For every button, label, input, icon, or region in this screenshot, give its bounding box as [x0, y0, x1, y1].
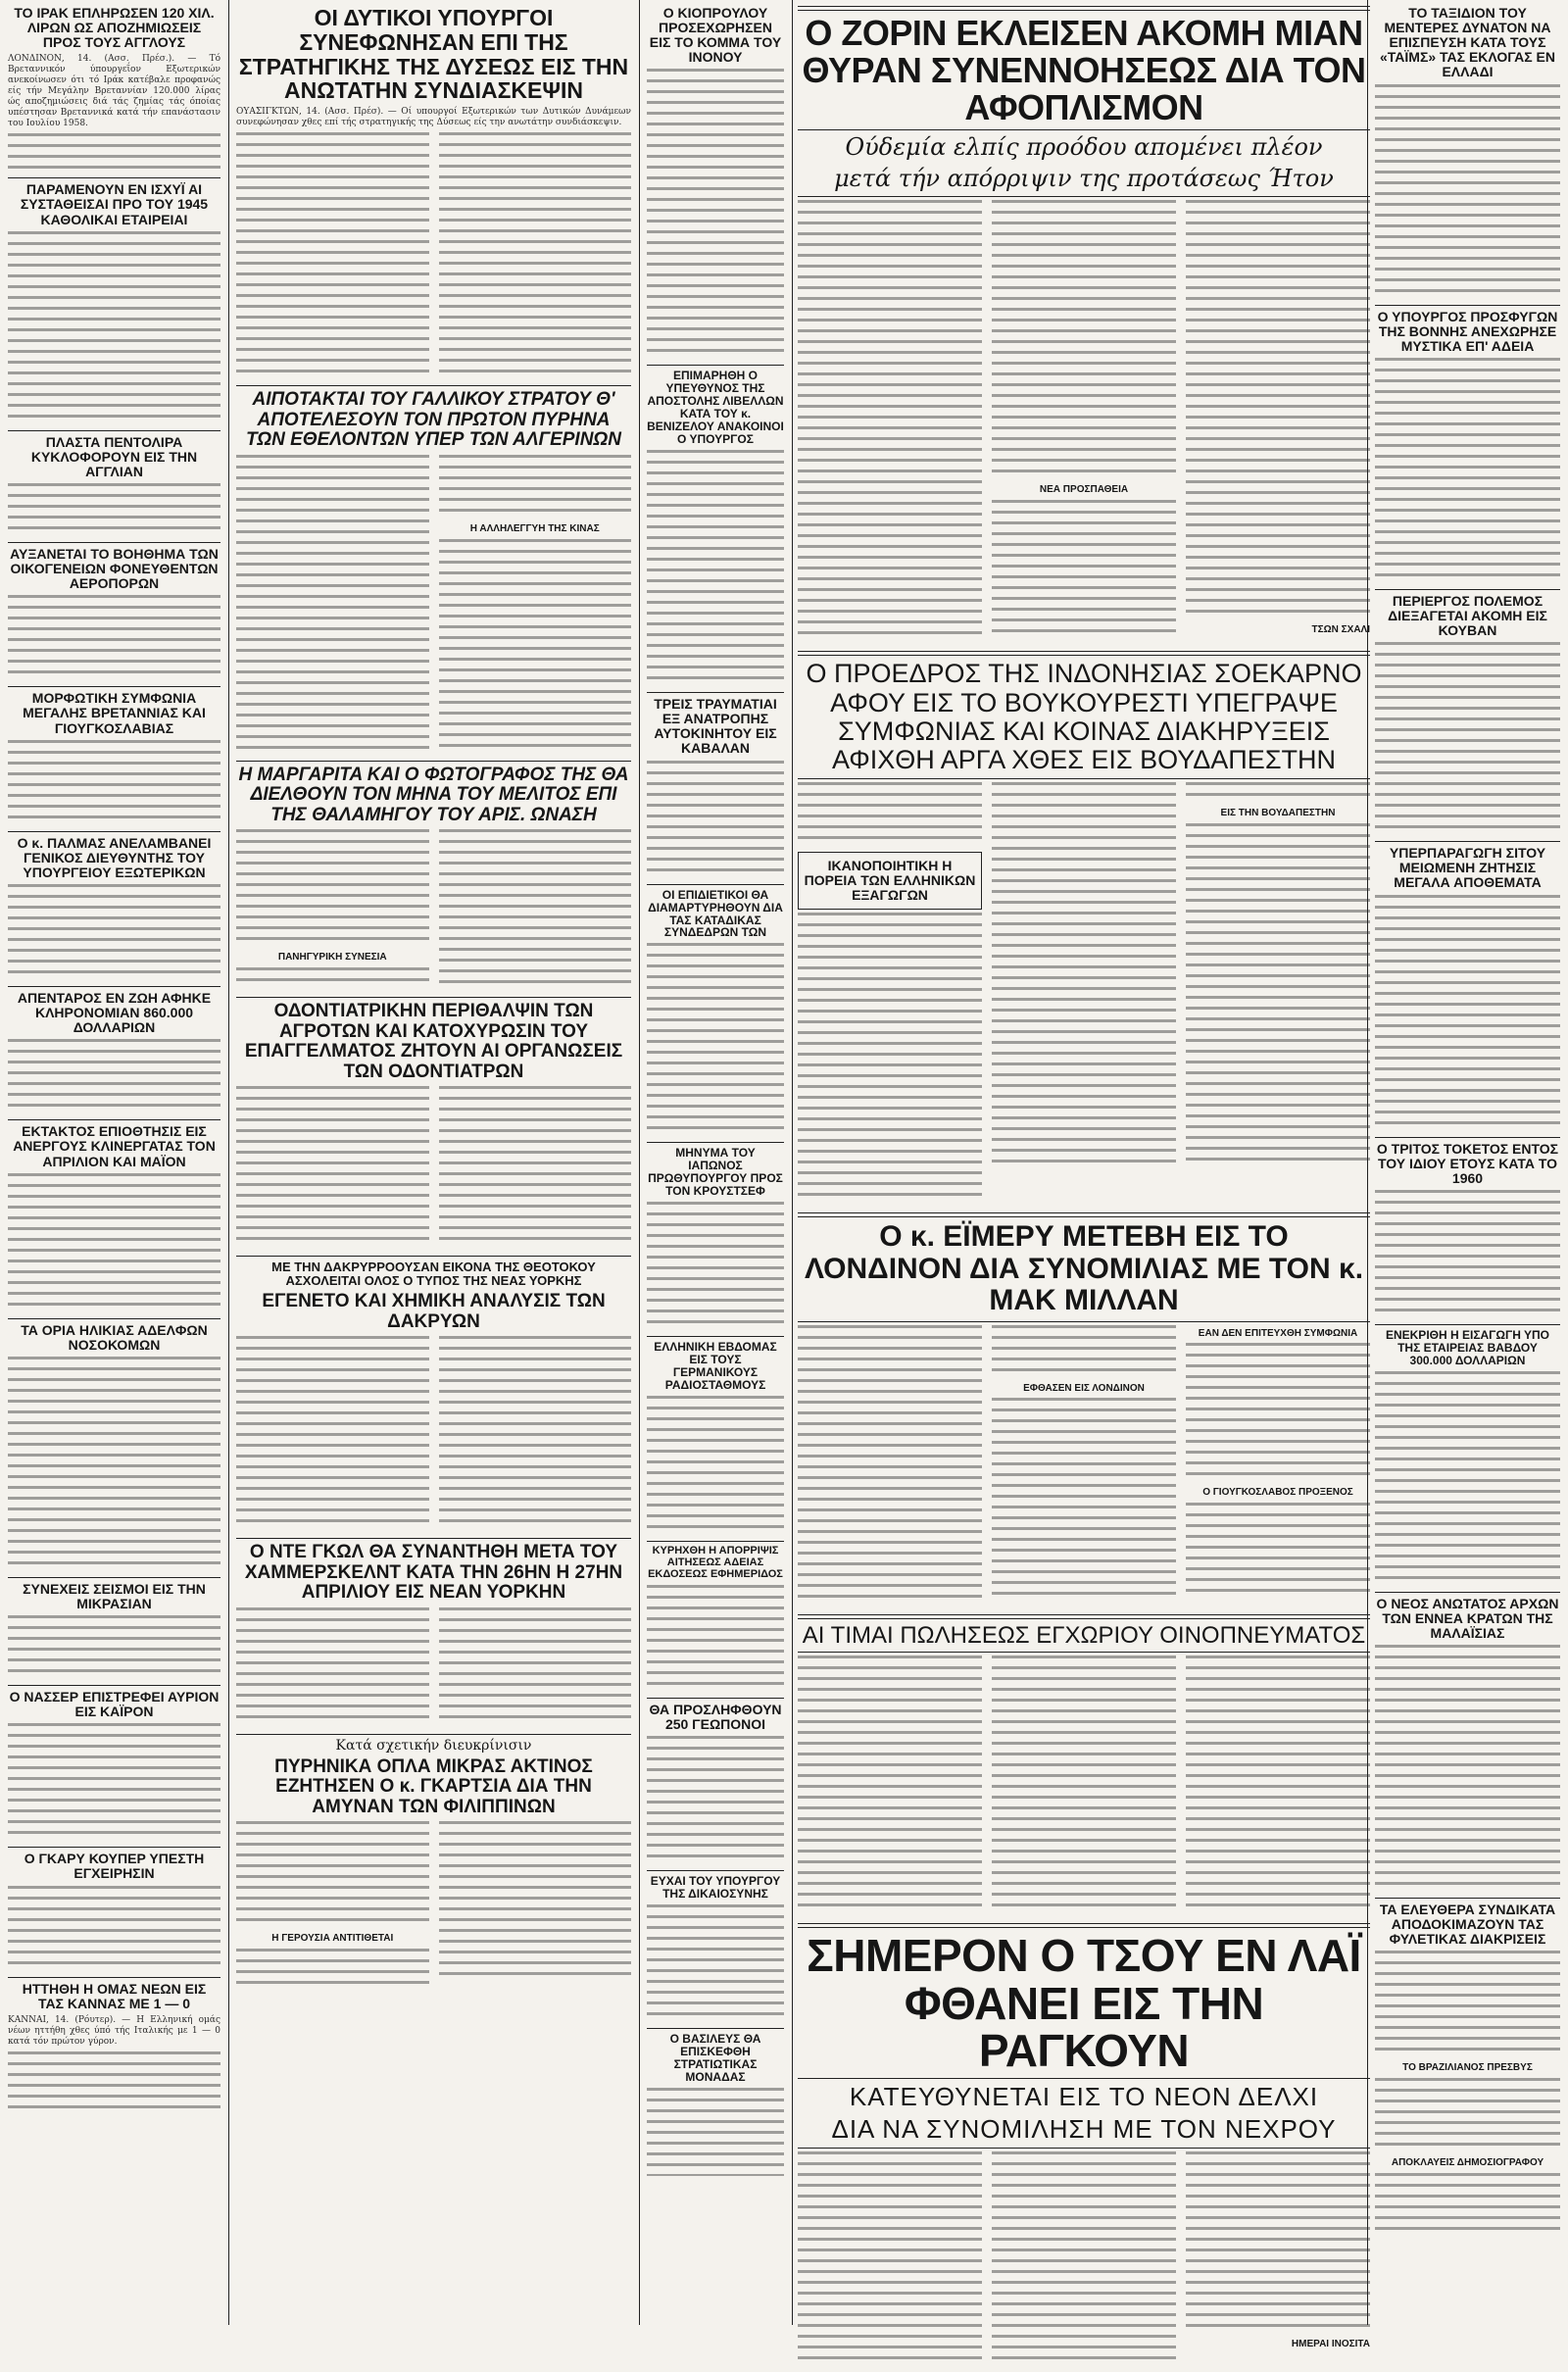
article-body	[439, 829, 632, 986]
subhead-journalist: ΑΠΟΚΛΑΥΕΙΣ ΔΗΜΟΣΙΟΓΡΑΦΟΥ	[1391, 2157, 1544, 2169]
subhead-no-hope: Ούδεμία ελπίς προόδου απομένει πλέον	[845, 133, 1323, 162]
headline-unemployed: ΕΚΤΑΚΤΟΣ ΕΠΙΟΘΤΗΣΙΣ ΕΙΣ ΑΝΕΡΓΟΥΣ ΚΛΙΝΕΡΓΑΤΑΣ ΤΟΝ ΑΠΡΙΛΙΟΝ ΚΑΙ ΜΑΪΟΝ	[13, 1123, 216, 1169]
article-columns	[798, 782, 1370, 1209]
divider	[798, 1652, 1370, 1653]
article-body	[647, 450, 784, 687]
headline-third-birth: Ο ΤΡΙΤΟΣ ΤΟΚΕΤΟΣ ΕΝΤΟΣ ΤΟΥ ΙΔΙΟΥ ΕΤΟΥΣ ΚΑΤΑ ΤΟ 1960	[1376, 1140, 1559, 1186]
headline-youth-team: ΗΤΤΗΘΗ Η ΟΜΑΣ ΝΕΩΝ ΕΙΣ ΤΑΣ ΚΑΝΝΑΣ ΜΕ 1 — 0	[22, 1980, 207, 2011]
headline-malaysia-ruler: Ο ΝΕΟΣ ΑΝΩΤΑΤΟΣ ΑΡΧΩΝ ΤΩΝ ΕΝΝΕΑ ΚΡΑΤΩΝ ΤΗΣ ΜΑΛΑΪΣΙΑΣ	[1376, 1595, 1559, 1641]
headline-wheat: ΥΠΕΡΠΑΡΑΓΩΓΗ ΣΙΤΟΥ ΜΕΙΩΜΕΝΗ ΖΗΤΗΣΙΣ ΜΕΓΑΛΑ ΑΠΟΘΕΜΑΤΑ	[1389, 845, 1546, 891]
headline-dentists: ΟΔΟΝΤΙΑΤΡΙΚΗΝ ΠΕΡΙΘΑΛΨΙΝ ΤΩΝ ΑΓΡΟΤΩΝ ΚΑΙ ΚΑΤΟΧΥΡΩΣΙΝ ΤΟΥ ΕΠΑΓΓΕΛΜΑΤΟΣ ΖΗΤΟΥΝ ΑΙ ΟΡΓΑΝΩΣΕΙΣ ΤΩΝ ΟΔΟΝΤΙΑΤΡΩΝ	[244, 1001, 623, 1082]
article-body	[8, 1723, 220, 1842]
headline-menderes: ΤΟ ΤΑΞΙΔΙΟΝ ΤΟΥ ΜΕΝΤΕΡΕΣ ΔΥΝΑΤΟΝ ΝΑ ΕΠΙΣΠΕΥΣΗ ΚΑΤΑ ΤΟΥΣ «ΤΑΪΜΣ» ΤΑΣ ΕΚΛΟΓΑΣ ΕΝ ΕΛΛΑΔΙ	[1380, 5, 1555, 80]
column-3	[639, 0, 792, 2325]
article-body	[236, 1607, 429, 1726]
subhead-signature: ΤΣΩΝ ΣΧΑΛΙ	[1311, 624, 1370, 636]
subhead-new-delhi: ΚΑΤΕΥΘΥΝΕΤΑΙ ΕΙΣ ΤΟ ΝΕΟΝ ΔΕΛΧΙ	[849, 2082, 1319, 2112]
article-body	[8, 2051, 220, 2110]
article-body	[1375, 1951, 1560, 2058]
article-body	[647, 1585, 784, 1693]
article-body	[1186, 1343, 1370, 1483]
divider	[647, 692, 784, 693]
article-body	[439, 132, 632, 377]
article-body	[236, 1336, 429, 1530]
headline-palmas: Ο κ. ΠΑΛΜΑΣ ΑΝΕΛΑΜΒΑΝΕΙ ΓΕΝΙΚΟΣ ΔΙΕΥΘΥΝΤΗΣ ΤΟΥ ΥΠΟΥΡΓΕΙΟΥ ΕΞΩΤΕΡΙΚΩΝ	[17, 834, 212, 880]
divider	[798, 651, 1370, 656]
subhead-new-effort: ΝΕΑ ΠΡΟΣΠΑΘΕΙΑ	[1039, 484, 1129, 496]
divider	[798, 2078, 1370, 2079]
divider	[647, 1541, 784, 1542]
divider	[8, 542, 220, 543]
headline-eimery: Ο κ. ΕΪΜΕΡΥ ΜΕΤΕΒΗ ΕΙΣ ΤΟ ΛΟΝΔΙΝΟΝ ΔΙΑ ΣΥΝΟΜΙΛΙΑΣ ΜΕ ΤΟΝ κ. ΜΑΚ ΜΙΛΛΑΝ	[804, 1220, 1364, 1317]
divider	[1375, 841, 1560, 842]
article-body	[439, 1607, 632, 1726]
article-body	[798, 200, 982, 642]
divider	[1375, 1592, 1560, 1593]
divider	[8, 1847, 220, 1848]
headline-geoponoi: ΘΑ ΠΡΟΣΛΗΦΘΟΥΝ 250 ΓΕΩΠΟΝΟΙ	[649, 1701, 782, 1732]
column-6	[1367, 0, 1568, 2325]
divider	[8, 831, 220, 832]
article-columns	[798, 1655, 1370, 1919]
article-body	[439, 455, 632, 519]
article-body	[1186, 823, 1370, 1168]
article-western-ministers-text: ΟΥΑΣΙΓΚΤΩΝ, 14. (Ασσ. Πρέσ). — Οί υπουργοί Εξωτερικών των Δυτικών Δυνάμεων συνεφώνησαν χθες επί τής στρατηγικής της Δύσεως είς την ανωτάτην συνδιάσκεψιν.	[236, 107, 634, 128]
headline-garcia: ΠΥΡΗΝΙΚΑ ΟΠΛΑ ΜΙΚΡΑΣ ΑΚΤΙΝΟΣ ΕΖΗΤΗΣΕΝ Ο κ. ΓΚΑΡΤΣΙΑ ΔΙΑ ΤΗΝ ΑΜΥΝΑΝ ΤΩΝ ΦΙΛΙΠΠΙΝΩΝ	[274, 1755, 593, 1817]
article-body	[8, 1615, 220, 1680]
article-body	[647, 1904, 784, 2023]
article-body	[992, 2151, 1176, 2367]
divider	[1375, 1137, 1560, 1138]
article-body	[1375, 895, 1560, 1132]
headline-libels: ΕΠΙΜΑΡΗΘΗ Ο ΥΠΕΥΘΥΝΟΣ ΤΗΣ ΑΠΟΣΤΟΛΗΣ ΛΙΒΕΛΛΩΝ ΚΑΤΑ ΤΟΥ κ. ΒΕΝΙΖΕΛΟΥ ΑΝΑΚΟΙΝΟΙ Ο ΥΠΟΥΡΓΟΣ	[647, 369, 784, 447]
subhead-rejection: μετά τήν απόρριψιν της προτάσεως Ήτον	[834, 165, 1334, 193]
article-body	[1375, 358, 1560, 584]
headline-icon-madonna: ΜΕ ΤΗΝ ΔΑΚΡΥΡΡΟΟΥΣΑΝ ΕΙΚΟΝΑ ΤΗΣ ΘΕΟΤΟΚΟΥ ΑΣΧΟΛΕΙΤΑΙ ΟΛΟΣ Ο ΤΥΠΟΣ ΤΗΣ ΝΕΑΣ ΥΟΡΚΗΣ	[271, 1260, 596, 1289]
article-body	[8, 1039, 220, 1114]
article-body	[439, 539, 632, 753]
headline-de-gaulle: Ο ΝΤΕ ΓΚΩΛ ΘΑ ΣΥΝΑΝΤΗΘΗ ΜΕΤΑ ΤΟΥ ΧΑΜΜΕΡΣΚΕΛΝΤ ΚΑΤΑ ΤΗΝ 26ΗΝ Η 27ΗΝ ΑΠΡΙΛΙΟΥ ΕΙΣ ΝΕΑΝ ΥΟΡΚΗΝ	[244, 1542, 623, 1604]
divider	[798, 129, 1370, 130]
article-columns	[236, 132, 631, 382]
headline-free-unions: ΤΑ ΕΛΕΥΘΕΡΑ ΣΥΝΔΙΚΑΤΑ ΑΠΟΔΟΚΙΜΑΖΟΥΝ ΤΑΣ ΦΥΛΕΤΙΚΑΣ ΔΙΑΚΡΙΣΕΙΣ	[1379, 1902, 1556, 1948]
divider	[798, 1923, 1370, 1928]
divider	[798, 196, 1370, 197]
divider	[8, 1685, 220, 1686]
divider	[647, 1698, 784, 1699]
headline-catholic: ΠΑΡΑΜΕΝΟΥΝ ΕΝ ΙΣΧΥΪ ΑΙ ΣΥΣΤΑΘΕΙΣΑΙ ΠΡΟ ΤΟΥ 1945 ΚΑΘΟΛΙΚΑΙ ΕΤΑΙΡΕΙΑΙ	[20, 181, 209, 227]
article-body	[798, 1655, 982, 1914]
headline-import-approval: ΕΝΕΚΡΙΘΗ Η ΕΙΣΑΓΩΓΗ ΥΠΟ ΤΗΣ ΕΤΑΙΡΕΙΑΣ ΒΑΒΔΟΥ 300.000 ΔΟΛΛΑΡΙΩΝ	[1385, 1327, 1550, 1367]
subhead-signature: ΗΜΕΡΑΙ ΙΝΟΣΙΤΑ	[1291, 2339, 1370, 2350]
headline-western-ministers: ΟΙ ΔΥΤΙΚΟΙ ΥΠΟΥΡΓΟΙ ΣΥΝΕΦΩΝΗΣΑΝ ΕΠΙ ΤΗΣ ΣΤΡΑΤΗΓΙΚΗΣ ΤΗΣ ΔΥΣΕΩΣ ΕΙΣ ΤΗΝ ΑΝΩΤΑΤΗΝ ΣΥΝΔΙΑΣΚΕΨΙΝ	[238, 5, 629, 104]
headline-german-radio: ΕΛΛΗΝΙΚΗ ΕΒΔΟΜΑΣ ΕΙΣ ΤΟΥΣ ΓΕΡΜΑΝΙΚΟΥΣ ΡΑΔΙΟΣΤΑΘΜΟΥΣ	[654, 1340, 777, 1393]
divider	[236, 385, 631, 386]
article-body	[1375, 642, 1560, 836]
headline-japan-message: ΜΗΝΥΜΑ ΤΟΥ ΙΑΠΩΝΟΣ ΠΡΩΘΥΠΟΥΡΓΟΥ ΠΡΟΣ ΤΟΝ ΚΡΟΥΣΤΣΕΦ	[648, 1146, 783, 1199]
article-columns	[236, 829, 631, 994]
article-body	[8, 884, 220, 981]
subhead-panigyriki: ΠΑΝΗΓΥΡΙΚΗ ΣΥΝΕΣΙΑ	[277, 952, 387, 964]
article-columns	[236, 455, 631, 758]
divider	[1375, 305, 1560, 306]
headline-newspaper-license: ΚΥΡΗΧΘΗ Η ΑΠΟΡΡΙΨΙΣ ΑΙΤΗΣΕΩΣ ΑΔΕΙΑΣ ΕΚΔΟΣΕΩΣ ΕΦΗΜΕΡΙΔΟΣ	[648, 1545, 783, 1580]
divider	[8, 686, 220, 687]
article-body	[1186, 782, 1370, 804]
divider	[647, 884, 784, 885]
divider	[8, 1318, 220, 1319]
article-body	[8, 1357, 220, 1572]
headline-cuba-war: ΠΕΡΙΕΡΓΟΣ ΠΟΛΕΜΟΣ ΔΙΕΞΑΓΕΤΑΙ ΑΚΟΜΗ ΕΙΣ ΚΟΥΒΑΝ	[1388, 592, 1547, 639]
article-body	[236, 829, 429, 948]
article-body	[1375, 2078, 1560, 2153]
article-columns	[236, 1821, 631, 1997]
subhead-china: Η ΑΛΛΗΛΕΓΓΥΗ ΤΗΣ ΚΙΝΑΣ	[469, 522, 600, 534]
subhead-no-agreement: ΕΑΝ ΔΕΝ ΕΠΙΤΕΥΧΘΗ ΣΥΜΦΩΝΙΑ	[1198, 1327, 1358, 1339]
divider	[236, 997, 631, 998]
headline-justice-minister: ΕΥΧΑΙ ΤΟΥ ΥΠΟΥΡΓΟΥ ΤΗΣ ΔΙΚΑΙΟΣΥΝΗΣ	[650, 1873, 781, 1901]
divider	[8, 177, 220, 178]
article-columns	[798, 200, 1370, 647]
divider	[8, 1577, 220, 1578]
headline-king-visit: Ο ΒΑΣΙΛΕΥΣ ΘΑ ΕΠΙΣΚΕΦΘΗ ΣΤΡΑΤΙΩΤΙΚΑΣ ΜΟΝΑΔΑΣ	[669, 2031, 761, 2084]
headline-earthquakes: ΣΥΝΕΧΕΙΣ ΣΕΙΣΜΟΙ ΕΙΣ ΤΗΝ ΜΙΚΡΑΣΙΑΝ	[23, 1580, 206, 1611]
article-body	[439, 1086, 632, 1248]
article-body	[236, 1949, 429, 1992]
article-columns	[798, 1325, 1370, 1610]
subhead-senate: Η ΓΕΡΟΥΣΙΑ ΑΝΤΙΤΙΘΕΤΑΙ	[271, 1933, 394, 1945]
article-body	[647, 69, 784, 360]
article-body	[236, 455, 429, 749]
article-body	[992, 1325, 1176, 1379]
article-body	[236, 132, 429, 377]
article-body	[992, 782, 1176, 1170]
divider	[798, 1614, 1370, 1619]
headline-zorin: Ο ΖΟΡΙΝ ΕΚΛΕΙΣΕΝ ΑΚΟΜΗ ΜΙΑΝ ΘΥΡΑΝ ΣΥΝΕΝΝΟΗΣΕΩΣ ΔΙΑ ΤΟΝ ΑΦΟΠΛΙΣΜΟΝ	[802, 13, 1366, 127]
divider	[1375, 1324, 1560, 1325]
divider	[798, 778, 1370, 779]
divider	[236, 1256, 631, 1257]
headline-epidietikoi: ΟΙ ΕΠΙΔΙΕΤΙΚΟΙ ΘΑ ΔΙΑΜΑΡΤΥΡΗΘΟΥΝ ΔΙΑ ΤΑΣ ΚΑΤΑΔΙΚΑΣ ΣΥΝΔΕΔΡΩΝ ΤΩΝ	[648, 887, 783, 940]
divider	[236, 761, 631, 762]
article-body	[798, 782, 982, 847]
article-body	[8, 483, 220, 537]
article-body	[647, 943, 784, 1137]
divider	[1375, 589, 1560, 590]
article-body	[647, 761, 784, 879]
divider	[647, 1142, 784, 1143]
divider	[798, 1212, 1370, 1217]
subhead-arrived-london: ΕΦΘΑΣΕΝ ΕΙΣ ΛΟΝΔΙΝΟΝ	[1023, 1382, 1145, 1394]
headline-pentolira: ΠΛΑΣΤΑ ΠΕΝΤΟΛΙΡΑ ΚΥΚΛΟΦΟΡΟΥΝ ΕΙΣ ΤΗΝ ΑΓΓΛΙΑΝ	[30, 433, 198, 479]
divider	[8, 430, 220, 431]
article-body	[236, 967, 429, 989]
box-exports	[798, 852, 982, 910]
article-body	[439, 1821, 632, 1983]
article-body	[1375, 84, 1560, 300]
headline-yugoslavia: ΜΟΡΦΩΤΙΚΗ ΣΥΜΦΩΝΙΑ ΜΕΓΑΛΗΣ ΒΡΕΤΑΝΝΙΑΣ ΚΑΙ ΓΙΟΥΓΚΟΣΛΑΒΙΑΣ	[23, 690, 206, 736]
headline-margaret: Η ΜΑΡΓΑΡΙΤΑ ΚΑΙ Ο ΦΩΤΟΓΡΑΦΟΣ ΤΗΣ ΘΑ ΔΙΕΛΘΟΥΝ ΤΟΝ ΜΗΝΑ ΤΟΥ ΜΕΛΙΤΟΣ ΕΠΙ ΤΗΣ ΘΑΛΑΜΗΓΟΥ ΤΟΥ ΑΡΙΣ. ΩΝΑΣΗ	[238, 764, 629, 825]
divider	[8, 986, 220, 987]
article-body	[647, 1202, 784, 1331]
article-body	[647, 1396, 784, 1536]
article-columns	[236, 1607, 631, 1731]
article-body	[8, 133, 220, 173]
article-body	[1186, 200, 1370, 620]
article-body	[1375, 2173, 1560, 2232]
article-body	[8, 740, 220, 826]
article-body	[1186, 1655, 1370, 1914]
divider	[236, 1734, 631, 1735]
headline-iraq: ΤΟ ΙΡΑΚ ΕΠΛΗΡΩΣΕΝ 120 ΧΙΛ. ΛΙΡΩΝ ΩΣ ΑΠΟΖΗΜΙΩΣΕΙΣ ΠΡΟΣ ΤΟΥΣ ΑΓΓΛΟΥΣ	[14, 5, 215, 51]
divider	[647, 365, 784, 366]
headline-inheritance: ΑΠΕΝΤΑΡΟΣ ΕΝ ΖΩΗ ΑΦΗΚΕ ΚΛΗΡΟΝΟΜΙΑΝ 860.000 ΔΟΛΛΑΡΙΩΝ	[17, 989, 212, 1036]
headline-kioproulou: Ο ΚΙΟΠΡΟΥΛΟΥ ΠΡΟΣΕΧΩΡΗΣΕΝ ΕΙΣ ΤΟ ΚΟΜΜΑ ΤΟΥ ΙΝΟΝΟΥ	[649, 5, 782, 66]
headline-tears-analysis: ΕΓΕΝΕΤΟ ΚΑΙ ΧΗΜΙΚΗ ΑΝΑΛΥΣΙΣ ΤΩΝ ΔΑΚΡΥΩΝ	[262, 1291, 606, 1332]
article-body	[1375, 1190, 1560, 1319]
divider	[798, 6, 1370, 11]
article-body	[1186, 1503, 1370, 1600]
subhead-brazil-ambassador: ΤΟ ΒΡΑΖΙΛΙΑΝΟΣ ΠΡΕΣΒΥΣ	[1402, 2062, 1533, 2074]
article-body	[8, 1173, 220, 1313]
divider	[647, 2028, 784, 2029]
article-body	[992, 200, 1176, 480]
article-body	[798, 2151, 982, 2367]
article-body	[439, 1336, 632, 1530]
divider	[236, 1538, 631, 1539]
divider	[8, 1119, 220, 1120]
article-body	[647, 1736, 784, 1865]
article-body	[647, 2088, 784, 2176]
article-columns	[236, 1086, 631, 1253]
article-youth-team-text: ΚΑΝΝΑΙ, 14. (Ρόυτερ). — Η Ελληνική ομάς νέων ηττήθη χθες ύπό τής Ιταλικής με 1 — 0 κατά τόν πρώτον γύρον.	[8, 2014, 223, 2047]
article-body	[798, 913, 982, 1204]
headline-kavala-accident: ΤΡΕΙΣ ΤΡΑΥΜΑΤΙΑΙ ΕΞ ΑΝΑΤΡΟΠΗΣ ΑΥΤΟΚΙΝΗΤΟΥ ΕΙΣ ΚΑΒΑΛΑΝ	[654, 696, 777, 757]
article-body	[8, 595, 220, 681]
article-body	[8, 231, 220, 425]
article-body	[236, 1821, 429, 1929]
headline-nurses: ΤΑ ΟΡΙΑ ΗΛΙΚΙΑΣ ΑΔΕΛΦΩΝ ΝΟΣΟΚΟΜΩΝ	[21, 1321, 208, 1353]
headline-aviators: ΑΥΞΑΝΕΤΑΙ ΤΟ ΒΟΗΘΗΜΑ ΤΩΝ ΟΙΚΟΓΕΝΕΙΩΝ ΦΟΝΕΥΘΕΝΤΩΝ ΑΕΡΟΠΟΡΩΝ	[10, 545, 219, 592]
divider	[647, 1870, 784, 1871]
article-body	[8, 1886, 220, 1972]
article-columns	[798, 2151, 1370, 2372]
subhead-yugoslav-consul: Ο ΓΙΟΥΓΚΟΣΛΑΒΟΣ ΠΡΟΞΕΝΟΣ	[1202, 1487, 1353, 1499]
divider	[647, 1336, 784, 1337]
article-body	[1375, 1645, 1560, 1893]
headline-alcohol-prices: ΑΙ ΤΙΜΑΙ ΠΩΛΗΣΕΩΣ ΕΓΧΩΡΙΟΥ ΟΙΝΟΠΝΕΥΜΑΤΟΣ	[802, 1621, 1366, 1649]
headline-cooper: Ο ΓΚΑΡΥ ΚΟΥΠΕΡ ΥΠΕΣΤΗ ΕΓΧΕΙΡΗΣΙΝ	[24, 1851, 205, 1882]
article-body	[992, 1398, 1176, 1603]
divider	[798, 2148, 1370, 2149]
article-body	[992, 500, 1176, 640]
article-body	[798, 1325, 982, 1606]
article-columns	[236, 1336, 631, 1535]
article-body	[1186, 2151, 1370, 2335]
divider	[1375, 1898, 1560, 1899]
subhead-kata: Κατά σχετικήν διευκρίνισιν	[335, 1737, 532, 1754]
article-iraq-text: ΛΟΝΔΙΝΟΝ, 14. (Ασσ. Πρέσ.). — Τό Βρεταννικόν ύπουργεΐον Εξωτερικών ανεκοίνωσεν ότι τό Ιράκ κατέβαλε προφανώς είς τήν Μεγάλην Βρεταννίαν 120.000 λίρας ώς αποζημιώσεις διά τάς ζημίας τάς όποίας υπέστησαν Βρεταννικά κατά τήν επανάστασιν του Ιουλίου 1958.	[8, 54, 223, 129]
divider	[8, 1977, 220, 1978]
column-2	[228, 0, 639, 2325]
article-body	[992, 1655, 1176, 1914]
headline-chou-en-lai: ΣΗΜΕΡΟΝ Ο ΤΣΟΥ ΕΝ ΛΑΪ ΦΘΑΝΕΙ ΕΙΣ ΤΗΝ ΡΑΓΚΟΥΝ	[807, 1930, 1361, 2077]
subhead-nehru: ΔΙΑ ΝΑ ΣΥΝΟΜΙΛΗΣΗ ΜΕ ΤΟΝ ΝΕΧΡΟΥ	[831, 2114, 1337, 2145]
column-1	[0, 0, 228, 2325]
article-body	[1375, 1371, 1560, 1587]
article-body	[236, 1086, 429, 1248]
subhead-budapest: ΕΙΣ ΤΗΝ ΒΟΥΔΑΠΕΣΤΗΝ	[1220, 808, 1336, 819]
headline-sukarno: Ο ΠΡΟΕΔΡΟΣ ΤΗΣ ΙΝΔΟΝΗΣΙΑΣ ΣΟΕΚΑΡΝΟ ΑΦΟΥ ΕΙΣ ΤΟ ΒΟΥΚΟΥΡΕΣΤΙ ΥΠΕΓΡΑΨΕ ΣΥΜΦΩΝΙΑΣ ΚΑΙ ΚΟΙΝΑΣ ΔΙΑΚΗΡΥΞΕΙΣ ΑΦΙΧΘΗ ΑΡΓΑ ΧΘΕΣ ΕΙΣ ΒΟΥΔΑΠΕΣΤΗΝ	[806, 659, 1362, 774]
divider	[798, 1321, 1370, 1322]
lead-section	[792, 0, 1376, 2372]
headline-nasser: Ο ΝΑΣΣΕΡ ΕΠΙΣΤΡΕΦΕΙ ΑΥΡΙΟΝ ΕΙΣ ΚΑΪΡΟΝ	[9, 1689, 220, 1720]
headline-refugees-minister: Ο ΥΠΟΥΡΓΟΣ ΠΡΟΣΦΥΓΩΝ ΤΗΣ ΒΟΝΝΗΣ ΑΝΕΧΩΡΗΣΕ ΜΥΣΤΙΚΑ ΕΠ' ΑΔΕΙΑ	[1377, 308, 1558, 354]
headline-exports: ΙΚΑΝΟΠΟΙΗΤΙΚΗ Η ΠΟΡΕΙΑ ΤΩΝ ΕΛΛΗΝΙΚΩΝ ΕΞΑΓΩΓΩΝ	[804, 858, 976, 904]
headline-french-deserters: ΑΙΠΟΤΑΚΤΑΙ ΤΟΥ ΓΑΛΛΙΚΟΥ ΣΤΡΑΤΟΥ Θ' ΑΠΟΤΕΛΕΣΟΥΝ ΤΟΝ ΠΡΩΤΟΝ ΠΥΡΗΝΑ ΤΩΝ ΕΘΕΛΟΝΤΩΝ ΥΠΕΡ ΤΩΝ ΑΛΓΕΡΙΝΩΝ	[246, 389, 621, 451]
